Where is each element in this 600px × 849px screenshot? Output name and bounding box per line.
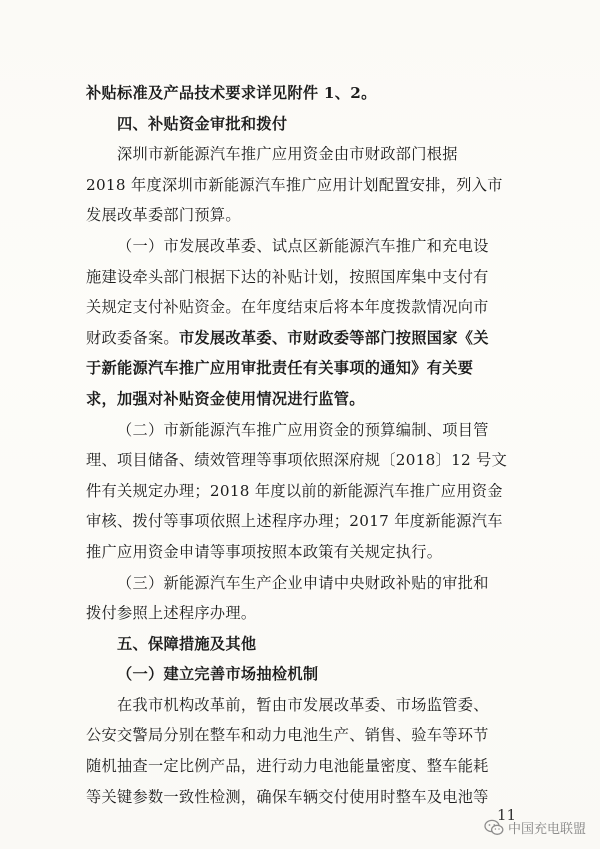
text-line: 求，加强对补贴资金使用情况进行监管。 <box>86 389 365 408</box>
text-line: 拨付参照上述程序办理。 <box>86 604 257 623</box>
watermark-label: 中国充电联盟 <box>507 822 586 837</box>
section-heading: 五、保障措施及其他 <box>117 634 257 653</box>
text-line: 件有关规定办理；2018 年度以前的新能源汽车推广应用资金 <box>86 481 503 500</box>
text-line: （三）新能源汽车生产企业申请中央财政补贴的审批和 <box>117 573 489 592</box>
text-line: 发展改革委部门预算。 <box>86 206 241 225</box>
text-line <box>86 323 518 354</box>
text-line: 关规定支付补贴资金。在年度结束后将本年度拨款情况向市 <box>86 298 489 317</box>
text-line: 补贴标准及产品技术要求详见附件 1、2。 <box>86 84 377 102</box>
text-line: 等关键参数一致性检测，确保车辆交付使用时整车及电池等 <box>86 787 489 806</box>
text-line: 2018 年度深圳市新能源汽车推广应用计划配置安排，列入市 <box>86 175 503 194</box>
text-span: 财政委备案。 <box>86 328 179 347</box>
bold-span: 市发展改革委、市财政委等部门按照国家《关 <box>178 328 489 347</box>
text-line: （二）市新能源汽车推广应用资金的预算编制、项目管 <box>117 420 489 439</box>
text-line: 施建设牵头部门根据下达的补贴计划，按照国库集中支付有 <box>86 267 489 286</box>
section-heading: 四、补贴资金审批和拨付 <box>117 114 288 133</box>
watermark <box>484 818 586 837</box>
text-line: 推广应用资金申请等事项按照本政策有关规定执行。 <box>86 542 443 561</box>
text-line: 深圳市新能源汽车推广应用资金由市财政部门根据 <box>117 145 458 164</box>
wechat-icon <box>484 819 504 836</box>
text-line: （一）市发展改革委、试点区新能源汽车推广和充电设 <box>117 236 489 255</box>
subsection-heading: （一）建立完善市场抽检机制 <box>117 665 319 684</box>
text-line: 审核、拨付等事项依照上述程序办理；2017 年度新能源汽车 <box>86 512 503 531</box>
text-line: 随机抽查一定比例产品，进行动力电池能量密度、整车能耗 <box>86 757 489 776</box>
text-line: 理、项目储备、绩效管理等事项依照深府规〔2018〕12 号文 <box>86 451 508 470</box>
document-body <box>86 78 518 812</box>
text-line: 在我市机构改革前，暂由市发展改革委、市场监管委、 <box>117 695 489 714</box>
text-line: 公安交警局分别在整车和动力电池生产、销售、验车等环节 <box>86 726 489 745</box>
page-number: 11 <box>497 806 517 824</box>
text-line: 于新能源汽车推广应用审批责任有关事项的通知》有关要 <box>86 359 474 378</box>
